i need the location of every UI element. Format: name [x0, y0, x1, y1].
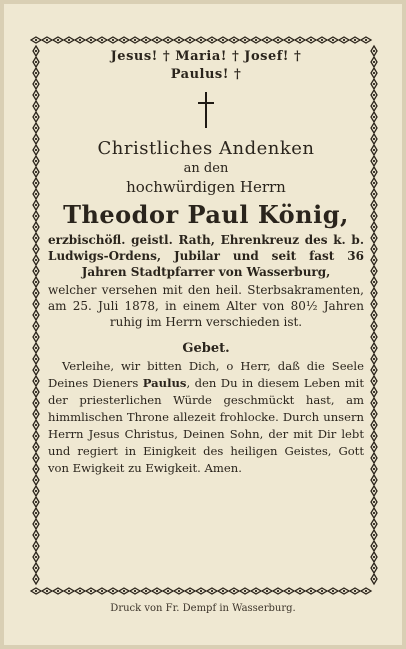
border-ornament [371, 189, 377, 199]
border-ornament [33, 475, 39, 485]
border-ornament [33, 354, 39, 364]
border-ornament [371, 288, 377, 298]
border-ornament [33, 211, 39, 221]
border-ornament [207, 37, 217, 43]
border-ornament [33, 563, 39, 573]
border-ornament [33, 123, 39, 133]
border-ornament [196, 37, 206, 43]
border-ornament [371, 299, 377, 309]
border-ornament [371, 387, 377, 397]
prayer-servant-name: Paulus [142, 376, 187, 390]
border-ornament [371, 156, 377, 166]
cross-icon [197, 92, 215, 128]
border-ornament [33, 57, 39, 67]
border-ornament [97, 37, 107, 43]
border-ornament [371, 332, 377, 342]
border-ornament [86, 37, 96, 43]
border-ornament [371, 486, 377, 496]
border-ornament [371, 90, 377, 100]
border-ornament [371, 497, 377, 507]
border-ornament [185, 37, 195, 43]
border-ornament [33, 332, 39, 342]
border-ornament [371, 233, 377, 243]
invocation-line-2: Paulus! † [170, 67, 242, 82]
border-ornament [371, 178, 377, 188]
border-ornament [371, 310, 377, 320]
border-ornament [371, 145, 377, 155]
border-ornament [371, 200, 377, 210]
border-ornament [33, 79, 39, 89]
border-ornament [33, 409, 39, 419]
border-ornament [240, 37, 250, 43]
border-ornament [371, 222, 377, 232]
border-ornament [33, 178, 39, 188]
border-ornament [371, 277, 377, 287]
border-ornament [33, 68, 39, 78]
prayer-heading: Gebet. [182, 341, 230, 356]
border-ornament [371, 321, 377, 331]
border-ornament [371, 420, 377, 430]
memorial-an-den: an den [183, 161, 229, 176]
border-ornament [371, 79, 377, 89]
border-ornament [371, 101, 377, 111]
border-ornament [328, 37, 338, 43]
border-ornament [33, 574, 39, 584]
border-ornament [33, 277, 39, 287]
border-ornament [174, 37, 184, 43]
border-ornament [33, 200, 39, 210]
border-ornament [317, 37, 327, 43]
border-ornament [371, 508, 377, 518]
border-ornament [371, 409, 377, 419]
border-ornament [371, 46, 377, 56]
border-ornament [31, 37, 41, 43]
border-ornament [33, 431, 39, 441]
border-ornament [141, 37, 151, 43]
border-ornament [371, 530, 377, 540]
border-ornament [33, 376, 39, 386]
border-ornament [284, 37, 294, 43]
border-ornament [371, 255, 377, 265]
border-ornament [371, 541, 377, 551]
border-ornament [31, 588, 41, 594]
border-ornament [371, 376, 377, 386]
border-ornament [371, 343, 377, 353]
memorial-title: Christliches Andenken [97, 138, 315, 159]
border-ornament [33, 497, 39, 507]
prayer-part-2: , den Du in diesem Leben mit der priesterlichen Würde geschmückt hast, am himmlischen Throne allezeit frohlocke. Durch unsern Herrn Jesus Christus, Deinen Sohn, der mit Dir lebt und regiert in Einigkeit des heiligen Geistes, Gott von Ewigkeit zu Ewigkeit. Amen. [48, 376, 364, 475]
card-content [48, 44, 364, 590]
border-ornament [33, 321, 39, 331]
border-ornament [33, 233, 39, 243]
border-ornament [33, 486, 39, 496]
border-ornament [33, 288, 39, 298]
border-ornament [371, 244, 377, 254]
border-ornament [371, 552, 377, 562]
border-ornament [33, 222, 39, 232]
border-ornament [33, 90, 39, 100]
border-ornament [339, 37, 349, 43]
border-ornament [273, 37, 283, 43]
deceased-name: Theodor Paul König, [63, 200, 349, 229]
border-ornament [33, 530, 39, 540]
border-ornament [130, 37, 140, 43]
border-ornament [33, 134, 39, 144]
memorial-honorific: hochwürdigen Herrn [126, 178, 286, 196]
border-ornament [371, 354, 377, 364]
prayer-part-1: Verleihe, wir bitten Dich, o Herr, daß die Seele Deines Dieners [48, 359, 364, 390]
death-narrative: welcher versehen mit den heil. Sterbsakramenten, am 25. Juli 1878, in einem Alter von 80½ Jahren ruhig im Herrn verschieden ist. [48, 283, 364, 329]
border-ornament [371, 519, 377, 529]
border-ornament [371, 398, 377, 408]
border-ornament [371, 57, 377, 67]
border-ornament [33, 398, 39, 408]
border-ornament [371, 266, 377, 276]
border-ornament [33, 156, 39, 166]
border-ornament [33, 508, 39, 518]
border-ornament [33, 101, 39, 111]
border-ornament [33, 343, 39, 353]
border-ornament [33, 420, 39, 430]
border-ornament [33, 145, 39, 155]
border-ornament [295, 37, 305, 43]
border-ornament [371, 475, 377, 485]
border-ornament [33, 255, 39, 265]
border-ornament [361, 37, 371, 43]
border-ornament [371, 574, 377, 584]
border-ornament [371, 563, 377, 573]
border-ornament [33, 387, 39, 397]
border-ornament [371, 68, 377, 78]
border-ornament [33, 365, 39, 375]
border-ornament [53, 37, 63, 43]
border-ornament [33, 453, 39, 463]
border-ornament [371, 211, 377, 221]
border-ornament [371, 134, 377, 144]
border-ornament [350, 37, 360, 43]
border-ornament [33, 244, 39, 254]
border-ornament [262, 37, 272, 43]
border-ornament [75, 37, 85, 43]
border-ornament [33, 552, 39, 562]
border-ornament [33, 189, 39, 199]
border-ornament [119, 37, 129, 43]
border-ornament [33, 442, 39, 452]
deceased-titles: erzbischöfl. geistl. Rath, Ehrenkreuz des k. b. Ludwigs-Ordens, Jubilar und seit fast 36 Jahren Stadtpfarrer von Wasserburg, [48, 233, 364, 279]
border-ornament [251, 37, 261, 43]
border-ornament [33, 464, 39, 474]
border-ornament [371, 442, 377, 452]
border-ornament [163, 37, 173, 43]
border-ornament [33, 299, 39, 309]
border-ornament [371, 167, 377, 177]
prayer-text [48, 358, 364, 477]
border-ornament [371, 365, 377, 375]
border-ornament [42, 37, 52, 43]
border-ornament [371, 123, 377, 133]
printer-credit: Druck von Fr. Dempf in Wasserburg. [110, 603, 296, 614]
border-ornament [33, 266, 39, 276]
border-ornament [306, 37, 316, 43]
border-ornament [108, 37, 118, 43]
border-ornament [371, 112, 377, 122]
border-ornament [33, 541, 39, 551]
border-ornament [152, 37, 162, 43]
border-ornament [371, 431, 377, 441]
border-ornament [33, 167, 39, 177]
border-ornament [64, 37, 74, 43]
border-ornament [218, 37, 228, 43]
invocation-line-1: Jesus! † Maria! † Josef! † [110, 49, 302, 64]
border-ornament [33, 112, 39, 122]
border-ornament [33, 519, 39, 529]
border-ornament [33, 46, 39, 56]
border-ornament [371, 453, 377, 463]
border-ornament [33, 310, 39, 320]
border-ornament [371, 464, 377, 474]
border-ornament [229, 37, 239, 43]
